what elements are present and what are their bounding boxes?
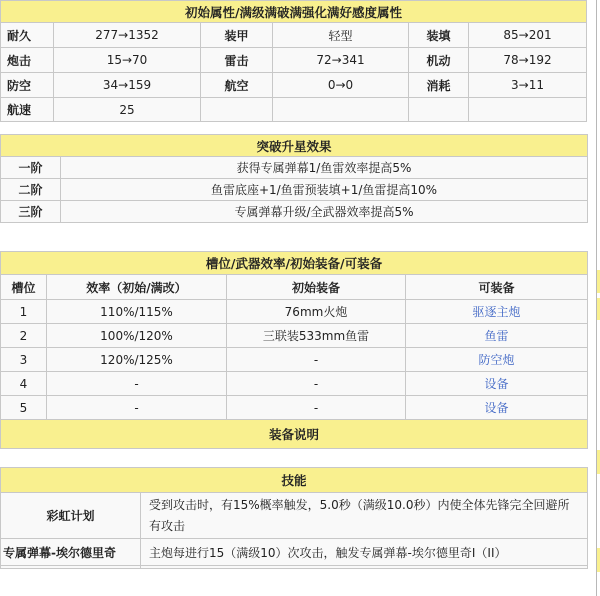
skill-name: 专属弹幕-埃尔德里奇 — [1, 539, 141, 566]
equippable-link[interactable]: 防空炮 — [478, 353, 515, 367]
attributes-row — [1, 48, 587, 73]
attributes-title: 初始属性/满级满破满强化满好感度属性 — [1, 1, 587, 23]
breakthrough-table — [0, 134, 588, 223]
stage-effect: 鱼雷底座+1/鱼雷预装填+1/鱼雷提高10% — [61, 179, 588, 201]
slot-row — [1, 396, 588, 420]
breakthrough-row — [1, 157, 588, 179]
slot-number: 1 — [1, 300, 47, 324]
attributes-row — [1, 23, 587, 48]
attr-label — [201, 98, 273, 122]
slot-row — [1, 324, 588, 348]
equippable-link[interactable]: 鱼雷 — [484, 329, 509, 343]
skills-title: 技能 — [1, 468, 588, 493]
slot-efficiency: 100%/120% — [47, 324, 227, 348]
breakthrough-row — [1, 179, 588, 201]
attr-value — [469, 98, 587, 122]
slot-efficiency: 110%/115% — [47, 300, 227, 324]
stage-effect: 专属弹幕升级/全武器效率提高5% — [61, 201, 588, 223]
slot-initial-equipment: - — [227, 372, 406, 396]
slot-row — [1, 348, 588, 372]
skill-description: 受到攻击时，有15%概率触发，5.0秒（满级10.0秒）内使全体先锋完全回避所有攻击 — [141, 493, 588, 539]
slot-initial-equipment: 76mm火炮 — [227, 300, 406, 324]
attributes-row — [1, 73, 587, 98]
attr-value: 轻型 — [273, 23, 409, 48]
slot-efficiency: 120%/125% — [47, 348, 227, 372]
attr-label: 装填 — [409, 23, 469, 48]
attributes-row — [1, 98, 587, 122]
slots-header-row — [1, 275, 588, 300]
slots-title: 槽位/武器效率/初始装备/可装备 — [1, 252, 588, 275]
attributes-table — [0, 0, 587, 122]
stage-label: 一阶 — [1, 157, 61, 179]
skill-row-empty — [1, 566, 588, 569]
attr-value: 25 — [54, 98, 201, 122]
column-header: 效率（初始/满改） — [47, 275, 227, 300]
breakthrough-row — [1, 201, 588, 223]
slot-number: 5 — [1, 396, 47, 420]
attr-label: 消耗 — [409, 73, 469, 98]
skill-description: 主炮每进行15（满级10）次攻击，触发专属弹幕-埃尔德里奇I（II） — [141, 539, 588, 566]
attr-label: 航速 — [1, 98, 54, 122]
attr-label: 机动 — [409, 48, 469, 73]
skill-name: 彩虹计划 — [1, 493, 141, 539]
attr-label — [409, 98, 469, 122]
breakthrough-title: 突破升星效果 — [1, 135, 588, 157]
attr-value: 72→341 — [273, 48, 409, 73]
slot-initial-equipment: - — [227, 396, 406, 420]
attr-value: 15→70 — [54, 48, 201, 73]
column-header: 初始装备 — [227, 275, 406, 300]
attr-label: 雷击 — [201, 48, 273, 73]
equippable-link[interactable]: 设备 — [484, 401, 509, 415]
skill-row — [1, 539, 588, 566]
slot-number: 2 — [1, 324, 47, 348]
equippable-link[interactable]: 驱逐主炮 — [472, 305, 521, 319]
attr-label: 炮击 — [1, 48, 54, 73]
attr-value: 85→201 — [469, 23, 587, 48]
stage-effect: 获得专属弹幕1/鱼雷效率提高5% — [61, 157, 588, 179]
attr-value: 0→0 — [273, 73, 409, 98]
skill-row — [1, 493, 588, 539]
skills-table — [0, 467, 588, 569]
slot-row — [1, 372, 588, 396]
equippable-link[interactable]: 设备 — [484, 377, 509, 391]
slot-initial-equipment: 三联装533mm鱼雷 — [227, 324, 406, 348]
slot-number: 3 — [1, 348, 47, 372]
attr-label: 装甲 — [201, 23, 273, 48]
column-header: 槽位 — [1, 275, 47, 300]
attr-value: 277→1352 — [54, 23, 201, 48]
attr-label: 防空 — [1, 73, 54, 98]
attr-value: 3→11 — [469, 73, 587, 98]
slot-efficiency: - — [47, 396, 227, 420]
stage-label: 三阶 — [1, 201, 61, 223]
attr-value: 78→192 — [469, 48, 587, 73]
slot-initial-equipment: - — [227, 348, 406, 372]
stage-label: 二阶 — [1, 179, 61, 201]
equipment-notes-title: 装备说明 — [1, 420, 588, 449]
attr-value — [273, 98, 409, 122]
slot-efficiency: - — [47, 372, 227, 396]
slots-table — [0, 251, 588, 449]
attr-value: 34→159 — [54, 73, 201, 98]
slot-row — [1, 300, 588, 324]
attr-label: 航空 — [201, 73, 273, 98]
slot-number: 4 — [1, 372, 47, 396]
column-header: 可装备 — [406, 275, 588, 300]
attr-label: 耐久 — [1, 23, 54, 48]
